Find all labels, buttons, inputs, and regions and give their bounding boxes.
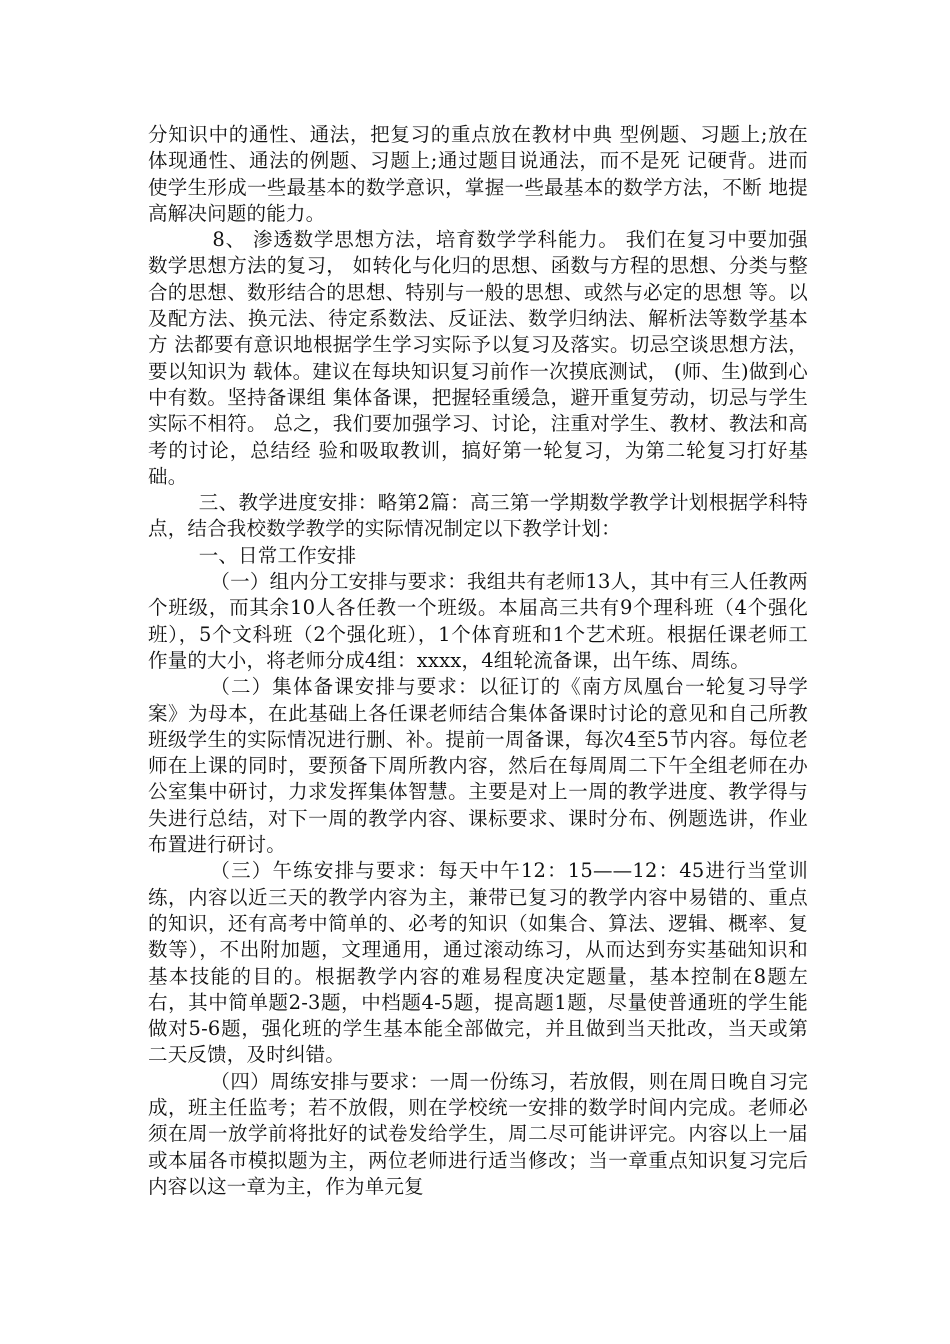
paragraph-continuation: 分知识中的通性、通法，把复习的重点放在教材中典 型例题、习题上;放在体现通性、通法的例题、习题上;通过题目说通法，而不是死 记硬背。进而使学生形成一些最基本的数学意识，掌握一些最基本的数学方法，不断 地提高解决问题的能力。 xyxy=(148,123,808,225)
heading-daily-work: 一、日常工作安排 xyxy=(198,543,357,567)
paragraph-subsection-2: （二）集体备课安排与要求：以征订的《南方凤凰台一轮复习导学案》为母本，在此基础上各任课老师结合集体备课时讨论的意见和自己所教班级学生的实际情况进行删、补。提前一周备课，每次4至5节内容。每位老师在上课的同时，要预备下周所教内容，然后在每周周二下午全组老师在办公室集中研讨，力求发挥集体智慧。主要是对上一周的教学进度、教学得与失进行总结，对下一周的教学内容、课标要求、课时分布、例题选讲，作业布置进行研讨。 xyxy=(148,675,808,857)
paragraph-section-3: 三、教学进度安排：略第2篇：高三第一学期数学教学计划根据学科特点，结合我校数学教学的实际情况制定以下教学计划： xyxy=(148,491,808,541)
paragraph-item-8: 8、 渗透数学思想方法，培育数学学科能力。 我们在复习中要加强数学思想方法的复习， 如转化与化归的思想、函数与方程的思想、分类与整合的思想、数形结合的思想、特别与一般的思想、或然与必定的思想 等。以及配方法、换元法、待定系数法、反证法、数学归纳法、解析法等数学基本方 法都要有意识地根据学生学习实际予以复习及落实。切忌空谈思想方法，要以知识为 载体。建议在每块知识复习前作一次摸底测试， (师、生)做到心中有数。坚持备课组 集体备课，把握轻重缓急，避开重复劳动，切忌与学生实际不相符。 总之，我们要加强学习、讨论，注重对学生、教材、教法和高考的讨论，总结经 验和吸取教训，搞好第一轮复习，为第二轮复习打好基础。 xyxy=(148,228,808,488)
document-body xyxy=(148,122,808,1200)
paragraph-subsection-1: （一）组内分工安排与要求：我组共有老师13人，其中有三人任教两个班级，而其余10人各任教一个班级。本届高三共有9个理科班（4个强化班），5个文科班（2个强化班），1个体育班和1个艺术班。根据任课老师工作量的大小，将老师分成4组：xxxx，4组轮流备课，出午练、周练。 xyxy=(148,570,808,672)
paragraph-subsection-3: （三）午练安排与要求：每天中午12：15——12：45进行当堂训练，内容以近三天的教学内容为主，兼带已复习的教学内容中易错的、重点的知识，还有高考中简单的、必考的知识（如集合、算法、逻辑、概率、复数等），不出附加题，文理通用，通过滚动练习，从而达到夯实基础知识和基本技能的目的。根据教学内容的难易程度决定题量，基本控制在8题左右，其中简单题2-3题，中档题4-5题，提高题1题，尽量使普通班的学生能做对5-6题，强化班的学生基本能全部做完，并且做到当天批改，当天或第二天反馈，及时纠错。 xyxy=(148,859,808,1067)
paragraph-subsection-4: （四）周练安排与要求：一周一份练习，若放假，则在周日晚自习完成，班主任监考；若不放假，则在学校统一安排的数学时间内完成。老师必须在周一放学前将批好的试卷发给学生，周二尽可能讲评完。内容以上一届或本届各市模拟题为主，两位老师进行适当修改；当一章重点知识复习完后内容以这一章为主，作为单元复 xyxy=(148,1069,808,1198)
